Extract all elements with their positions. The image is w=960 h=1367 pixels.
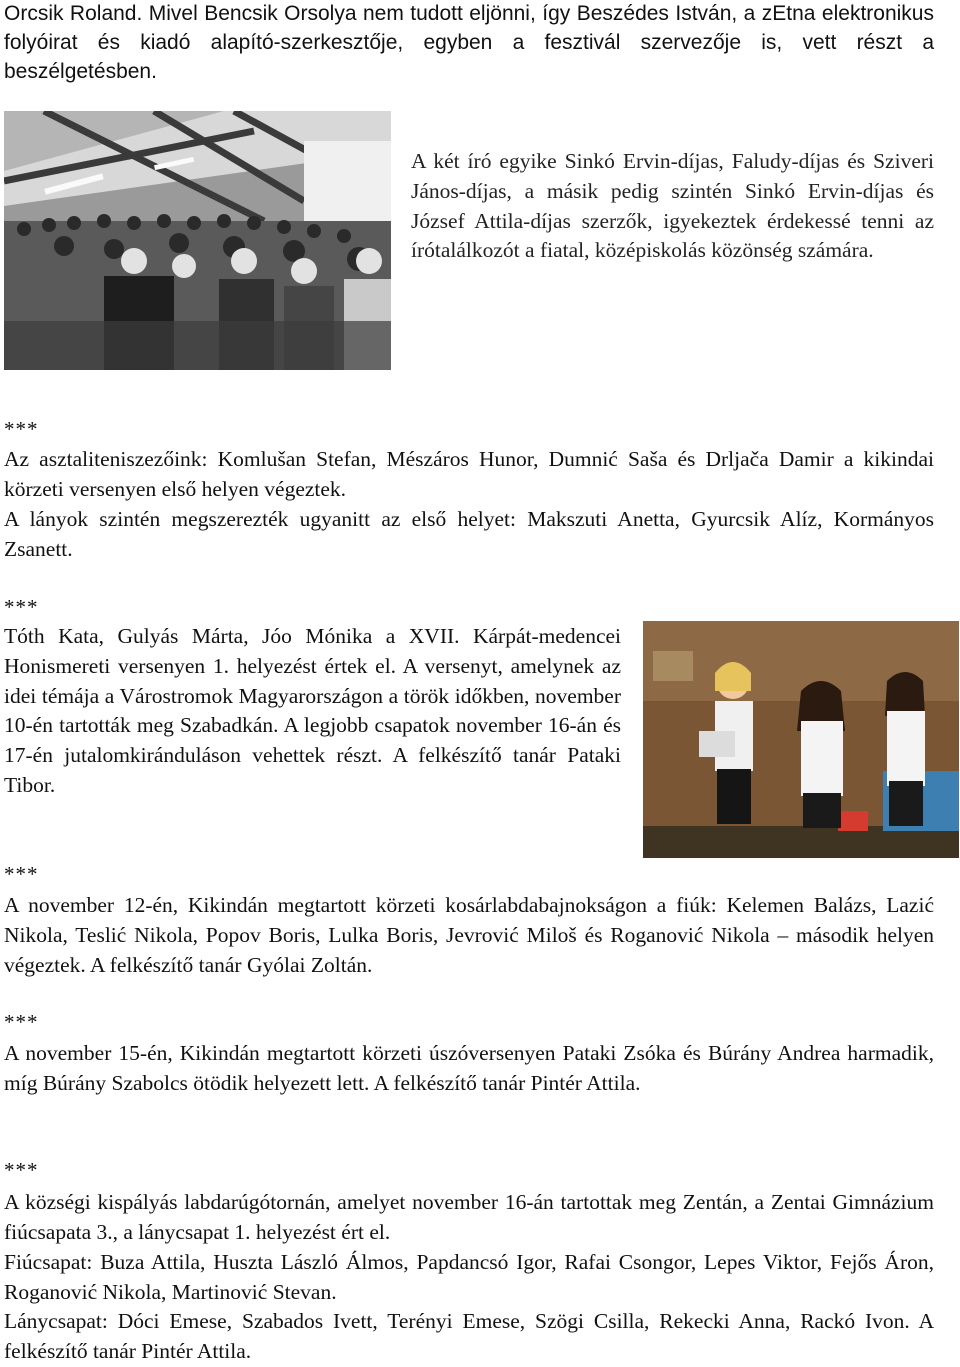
paragraph-swimming: A november 15-én, Kikindán megtartott körzeti úszóversenyen Pataki Zsóka és Búrány Andrea harmadik, míg Búrány Szabolcs ötödik helyezett lett. A felkészítő tanár Pintér Attila.	[4, 1041, 934, 1095]
students-photo	[643, 621, 959, 858]
paragraph-basketball: A november 12-én, Kikindán megtartott körzeti kosárlabdabajnokságon a fiúk: Kelemen Balázs, Lazić Nikola, Teslić Nikola, Popov Boris, Lulka Boris, Jevrović Miloš és Roganović Nikola – második helyen végeztek. A felkészítő tanár Gyólai Zoltán.	[4, 893, 934, 977]
separator: ***	[4, 862, 39, 886]
photo-caption-writers: A két író egyike Sinkó Ervin-díjas, Faludy-díjas és Sziveri János-díjas, a másik pedig szintén Sinkó Ervin-díjas és József Attila-díjas szerzők, igyekeztek érdekessé tenni az írótalálkozót a fiatal, középiskolás közönség számára.	[411, 149, 934, 263]
separator: ***	[4, 417, 39, 441]
intro-paragraph: Orcsik Roland. Mivel Bencsik Orsolya nem tudott eljönni, így Beszédes István, a zEtna elektronikus folyóirat és kiadó alapító-szerkesztője, egyben a fesztivál szervezője is, vett részt a beszélgetésben.	[4, 2, 934, 83]
separator: ***	[4, 595, 39, 619]
separator: ***	[4, 1158, 39, 1182]
paragraph-table-tennis-girls: A lányok szintén megszerezték ugyanitt az első helyet: Makszuti Anetta, Gyurcsik Alíz, Kormányos Zsanett.	[4, 507, 934, 561]
paragraph-football-results: A községi kispályás labdarúgótornán, amelyet november 16-án tartottak meg Zentán, a Zentai Gimnázium fiúcsapata 3., a lánycsapat 1. helyezést ért el.	[4, 1190, 934, 1244]
separator: ***	[4, 1010, 39, 1034]
audience-photo	[4, 111, 391, 370]
paragraph-football-girls-team: Lánycsapat: Dóci Emese, Szabados Ivett, Terényi Emese, Szögi Csilla, Rekecki Anna, Rackó Ivon. A felkészítő tanár Pintér Attila.	[4, 1309, 934, 1363]
paragraph-table-tennis-boys: Az asztaliteniszezőink: Komlušan Stefan, Mészáros Hunor, Dumnić Saša és Drljača Damir a kikindai körzeti versenyen első helyen végeztek.	[4, 447, 934, 501]
paragraph-history-competition: Tóth Kata, Gulyás Márta, Jóo Mónika a XVII. Kárpát-medencei Honismereti versenyen 1. helyezést értek el. A versenyt, amelynek az idei témája a Várostromok Magyarországon a török időkben, november 10-én tartották meg Szabadkán. A legjobb csapatok november 16-án és 17-én jutalomkiránduláson vehettek részt. A felkészítő tanár Pataki Tibor.	[4, 624, 621, 797]
audience-photo-image	[4, 111, 391, 370]
students-photo-image	[643, 621, 959, 858]
paragraph-football-boys-team: Fiúcsapat: Buza Attila, Huszta László Álmos, Papdancsó Igor, Rafai Csongor, Lepes Viktor, Fejős Áron, Roganović Nikola, Martinović Stevan.	[4, 1250, 934, 1304]
